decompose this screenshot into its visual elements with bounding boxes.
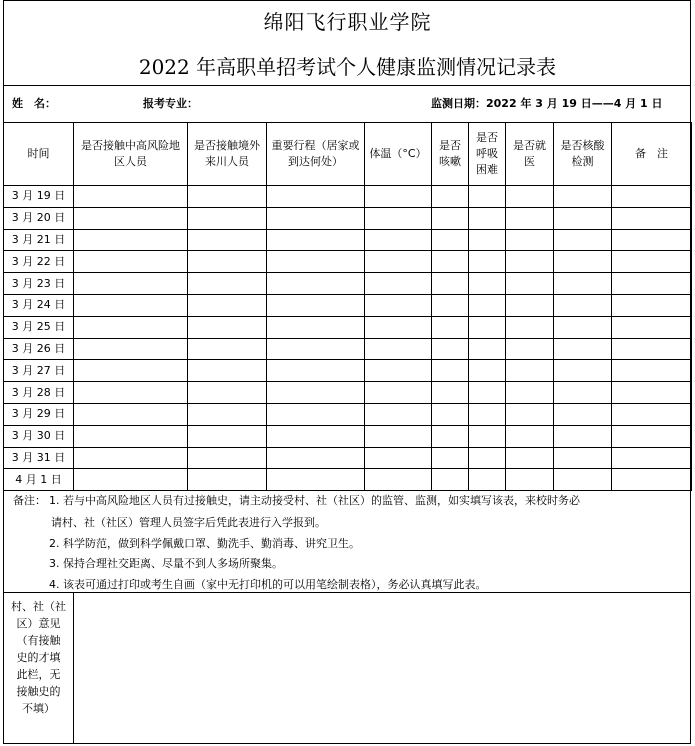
entry-cell-cough[interactable] [432, 273, 469, 295]
opinion-label-line: 史的才填 [16, 651, 61, 664]
entry-cell-itinerary[interactable] [267, 403, 365, 425]
entry-cell-itinerary[interactable] [267, 447, 365, 469]
entry-cell-breathing[interactable] [469, 403, 506, 425]
entry-cell-itinerary[interactable] [267, 294, 365, 316]
monitoring-table [3, 122, 692, 491]
entry-cell-cough[interactable] [432, 425, 469, 447]
entry-cell-temperature[interactable] [365, 425, 432, 447]
entry-cell-cough[interactable] [432, 186, 469, 208]
opinion-label-line: 区）意见 [16, 617, 61, 630]
entry-cell-doctor[interactable] [506, 403, 554, 425]
date-cell: 4 月 1 日 [4, 469, 74, 491]
table-row [4, 338, 692, 360]
entry-cell-breathing[interactable] [469, 316, 506, 338]
entry-cell-contact_risk[interactable] [74, 425, 188, 447]
entry-cell-nucleic[interactable] [554, 207, 612, 229]
entry-cell-temperature[interactable] [365, 273, 432, 295]
date-cell: 3 月 19 日 [4, 186, 74, 208]
entry-cell-nucleic[interactable] [554, 229, 612, 251]
table-row [4, 316, 692, 338]
entry-cell-doctor[interactable] [506, 186, 554, 208]
opinion-label-line: （有接触 [16, 634, 61, 647]
col-header-remark: 备 注 [612, 123, 692, 186]
entry-cell-doctor[interactable] [506, 294, 554, 316]
entry-cell-cough[interactable] [432, 338, 469, 360]
entry-cell-temperature[interactable] [365, 251, 432, 273]
entry-cell-contact_risk[interactable] [74, 251, 188, 273]
entry-cell-remark[interactable] [612, 186, 692, 208]
entry-cell-doctor[interactable] [506, 229, 554, 251]
date-cell: 3 月 30 日 [4, 425, 74, 447]
notes-prefix: 备注： [13, 494, 46, 507]
entry-cell-contact_outside[interactable] [188, 251, 267, 273]
entry-cell-itinerary[interactable] [267, 338, 365, 360]
entry-cell-nucleic[interactable] [554, 425, 612, 447]
entry-cell-contact_risk[interactable] [74, 338, 188, 360]
table-row [4, 382, 692, 404]
col-header-itinerary: 重要行程（居家或到达何处） [267, 123, 365, 186]
entry-cell-breathing[interactable] [469, 229, 506, 251]
entry-cell-itinerary[interactable] [267, 360, 365, 382]
table-row [4, 251, 692, 273]
entry-cell-remark[interactable] [612, 360, 692, 382]
entry-cell-doctor[interactable] [506, 338, 554, 360]
entry-cell-contact_outside[interactable] [188, 425, 267, 447]
entry-cell-nucleic[interactable] [554, 447, 612, 469]
table-row [4, 207, 692, 229]
col-header-contact_outside: 是否接触境外来川人员 [188, 123, 267, 186]
date-cell: 3 月 24 日 [4, 294, 74, 316]
entry-cell-doctor[interactable] [506, 316, 554, 338]
form-title: 2022 年高职单招考试个人健康监测情况记录表 [138, 55, 557, 79]
entry-cell-nucleic[interactable] [554, 251, 612, 273]
entry-cell-remark[interactable] [612, 251, 692, 273]
entry-cell-itinerary[interactable] [267, 251, 365, 273]
entry-cell-contact_risk[interactable] [74, 186, 188, 208]
entry-cell-remark[interactable] [612, 425, 692, 447]
entry-cell-remark[interactable] [612, 273, 692, 295]
table-row [4, 403, 692, 425]
entry-cell-remark[interactable] [612, 447, 692, 469]
opinion-label-line: 此栏，无 [16, 668, 61, 681]
entry-cell-temperature[interactable] [365, 294, 432, 316]
entry-cell-temperature[interactable] [365, 229, 432, 251]
entry-cell-itinerary[interactable] [267, 382, 365, 404]
entry-cell-itinerary[interactable] [267, 207, 365, 229]
entry-cell-contact_outside[interactable] [188, 207, 267, 229]
entry-cell-nucleic[interactable] [554, 382, 612, 404]
major-label: 报考专业： [143, 97, 198, 110]
entry-cell-cough[interactable] [432, 207, 469, 229]
date-cell: 3 月 28 日 [4, 382, 74, 404]
entry-cell-itinerary[interactable] [267, 186, 365, 208]
entry-cell-contact_outside[interactable] [188, 316, 267, 338]
table-row [4, 294, 692, 316]
col-header-contact_risk: 是否接触中高风险地区人员 [74, 123, 188, 186]
entry-cell-temperature[interactable] [365, 447, 432, 469]
entry-cell-cough[interactable] [432, 447, 469, 469]
entry-cell-contact_risk[interactable] [74, 229, 188, 251]
date-cell: 3 月 23 日 [4, 273, 74, 295]
opinion-label-line: 不填） [22, 702, 55, 715]
entry-cell-nucleic[interactable] [554, 360, 612, 382]
name-label: 姓 名： [12, 97, 56, 110]
entry-cell-breathing[interactable] [469, 360, 506, 382]
entry-cell-contact_risk[interactable] [74, 360, 188, 382]
entry-cell-doctor[interactable] [506, 425, 554, 447]
entry-cell-nucleic[interactable] [554, 273, 612, 295]
entry-cell-temperature[interactable] [365, 207, 432, 229]
entry-cell-contact_outside[interactable] [188, 273, 267, 295]
entry-cell-cough[interactable] [432, 360, 469, 382]
entry-cell-cough[interactable] [432, 316, 469, 338]
entry-cell-doctor[interactable] [506, 360, 554, 382]
entry-cell-breathing[interactable] [469, 338, 506, 360]
note-3: 3. 保持合理社交距离、尽量不到人多场所聚集。 [49, 557, 283, 570]
entry-cell-breathing[interactable] [469, 186, 506, 208]
entry-cell-itinerary[interactable] [267, 229, 365, 251]
entry-cell-nucleic[interactable] [554, 186, 612, 208]
entry-cell-cough[interactable] [432, 251, 469, 273]
entry-cell-doctor[interactable] [506, 207, 554, 229]
entry-cell-temperature[interactable] [365, 382, 432, 404]
entry-cell-breathing[interactable] [469, 382, 506, 404]
col-header-time: 时间 [4, 123, 74, 186]
entry-cell-remark[interactable] [612, 229, 692, 251]
entry-cell-itinerary[interactable] [267, 316, 365, 338]
entry-cell-itinerary[interactable] [267, 273, 365, 295]
community-opinion-section [3, 593, 691, 744]
entry-cell-doctor[interactable] [506, 251, 554, 273]
entry-cell-temperature[interactable] [365, 360, 432, 382]
date-cell: 3 月 21 日 [4, 229, 74, 251]
entry-cell-itinerary[interactable] [267, 425, 365, 447]
entry-cell-contact_outside[interactable] [188, 229, 267, 251]
entry-cell-doctor[interactable] [506, 273, 554, 295]
entry-cell-contact_risk[interactable] [74, 316, 188, 338]
entry-cell-breathing[interactable] [469, 294, 506, 316]
divider [3, 85, 691, 86]
table-row [4, 186, 692, 208]
entry-cell-doctor[interactable] [506, 447, 554, 469]
entry-cell-breathing[interactable] [469, 207, 506, 229]
notes-section [3, 487, 691, 593]
note-1a: 1. 若与中高风险地区人员有过接触史，请主动接受村、社（社区）的监管、监测，如实填写该表，来校时务必 [49, 494, 580, 507]
entry-cell-nucleic[interactable] [554, 403, 612, 425]
entry-cell-breathing[interactable] [469, 425, 506, 447]
date-cell: 3 月 22 日 [4, 251, 74, 273]
entry-cell-contact_outside[interactable] [188, 382, 267, 404]
entry-cell-breathing[interactable] [469, 273, 506, 295]
col-header-breathing: 是否呼吸困难 [469, 123, 506, 186]
note-4: 4. 该表可通过打印或考生自画（家中无打印机的可以用笔绘制表格），务必认真填写此表。 [49, 578, 487, 591]
entry-cell-remark[interactable] [612, 403, 692, 425]
table-row [4, 360, 692, 382]
opinion-label-line: 村、社（社 [11, 600, 66, 613]
entry-cell-temperature[interactable] [365, 338, 432, 360]
entry-cell-contact_outside[interactable] [188, 186, 267, 208]
monitor-period: 监测日期：2022 年 3 月 19 日——4 月 1 日 [431, 97, 663, 110]
table-header-row [4, 123, 692, 186]
table-row [4, 273, 692, 295]
note-2: 2. 科学防范，做到科学佩戴口罩、勤洗手、勤消毒、讲究卫生。 [49, 537, 360, 550]
entry-cell-breathing[interactable] [469, 251, 506, 273]
entry-cell-remark[interactable] [612, 382, 692, 404]
entry-cell-nucleic[interactable] [554, 338, 612, 360]
date-cell: 3 月 27 日 [4, 360, 74, 382]
entry-cell-temperature[interactable] [365, 403, 432, 425]
entry-cell-contact_outside[interactable] [188, 338, 267, 360]
col-header-temperature: 体温（°C） [365, 123, 432, 186]
entry-cell-doctor[interactable] [506, 382, 554, 404]
entry-cell-cough[interactable] [432, 294, 469, 316]
entry-cell-cough[interactable] [432, 382, 469, 404]
entry-cell-contact_outside[interactable] [188, 403, 267, 425]
entry-cell-remark[interactable] [612, 294, 692, 316]
school-title: 绵阳飞行职业学院 [263, 10, 432, 34]
entry-cell-contact_risk[interactable] [74, 403, 188, 425]
date-cell: 3 月 25 日 [4, 316, 74, 338]
entry-cell-cough[interactable] [432, 229, 469, 251]
entry-cell-nucleic[interactable] [554, 316, 612, 338]
date-cell: 3 月 20 日 [4, 207, 74, 229]
entry-cell-breathing[interactable] [469, 447, 506, 469]
note-1b: 请村、社（社区）管理人员签字后凭此表进行入学报到。 [51, 516, 326, 529]
entry-cell-temperature[interactable] [365, 316, 432, 338]
entry-cell-remark[interactable] [612, 338, 692, 360]
entry-cell-remark[interactable] [612, 316, 692, 338]
community-opinion-label [4, 593, 74, 743]
entry-cell-contact_risk[interactable] [74, 207, 188, 229]
date-cell: 3 月 26 日 [4, 338, 74, 360]
entry-cell-contact_risk[interactable] [74, 447, 188, 469]
entry-cell-remark[interactable] [612, 207, 692, 229]
col-header-cough: 是否咳嗽 [432, 123, 469, 186]
entry-cell-contact_risk[interactable] [74, 294, 188, 316]
col-header-nucleic: 是否核酸检测 [554, 123, 612, 186]
col-header-doctor: 是否就医 [506, 123, 554, 186]
opinion-label-line: 接触史的 [16, 685, 61, 698]
entry-cell-temperature[interactable] [365, 186, 432, 208]
entry-cell-contact_risk[interactable] [74, 273, 188, 295]
entry-cell-contact_outside[interactable] [188, 294, 267, 316]
date-cell: 3 月 31 日 [4, 447, 74, 469]
entry-cell-cough[interactable] [432, 403, 469, 425]
entry-cell-nucleic[interactable] [554, 294, 612, 316]
date-cell: 3 月 29 日 [4, 403, 74, 425]
entry-cell-contact_outside[interactable] [188, 447, 267, 469]
entry-cell-contact_risk[interactable] [74, 382, 188, 404]
table-row [4, 229, 692, 251]
table-row [4, 447, 692, 469]
table-row [4, 425, 692, 447]
entry-cell-contact_outside[interactable] [188, 360, 267, 382]
